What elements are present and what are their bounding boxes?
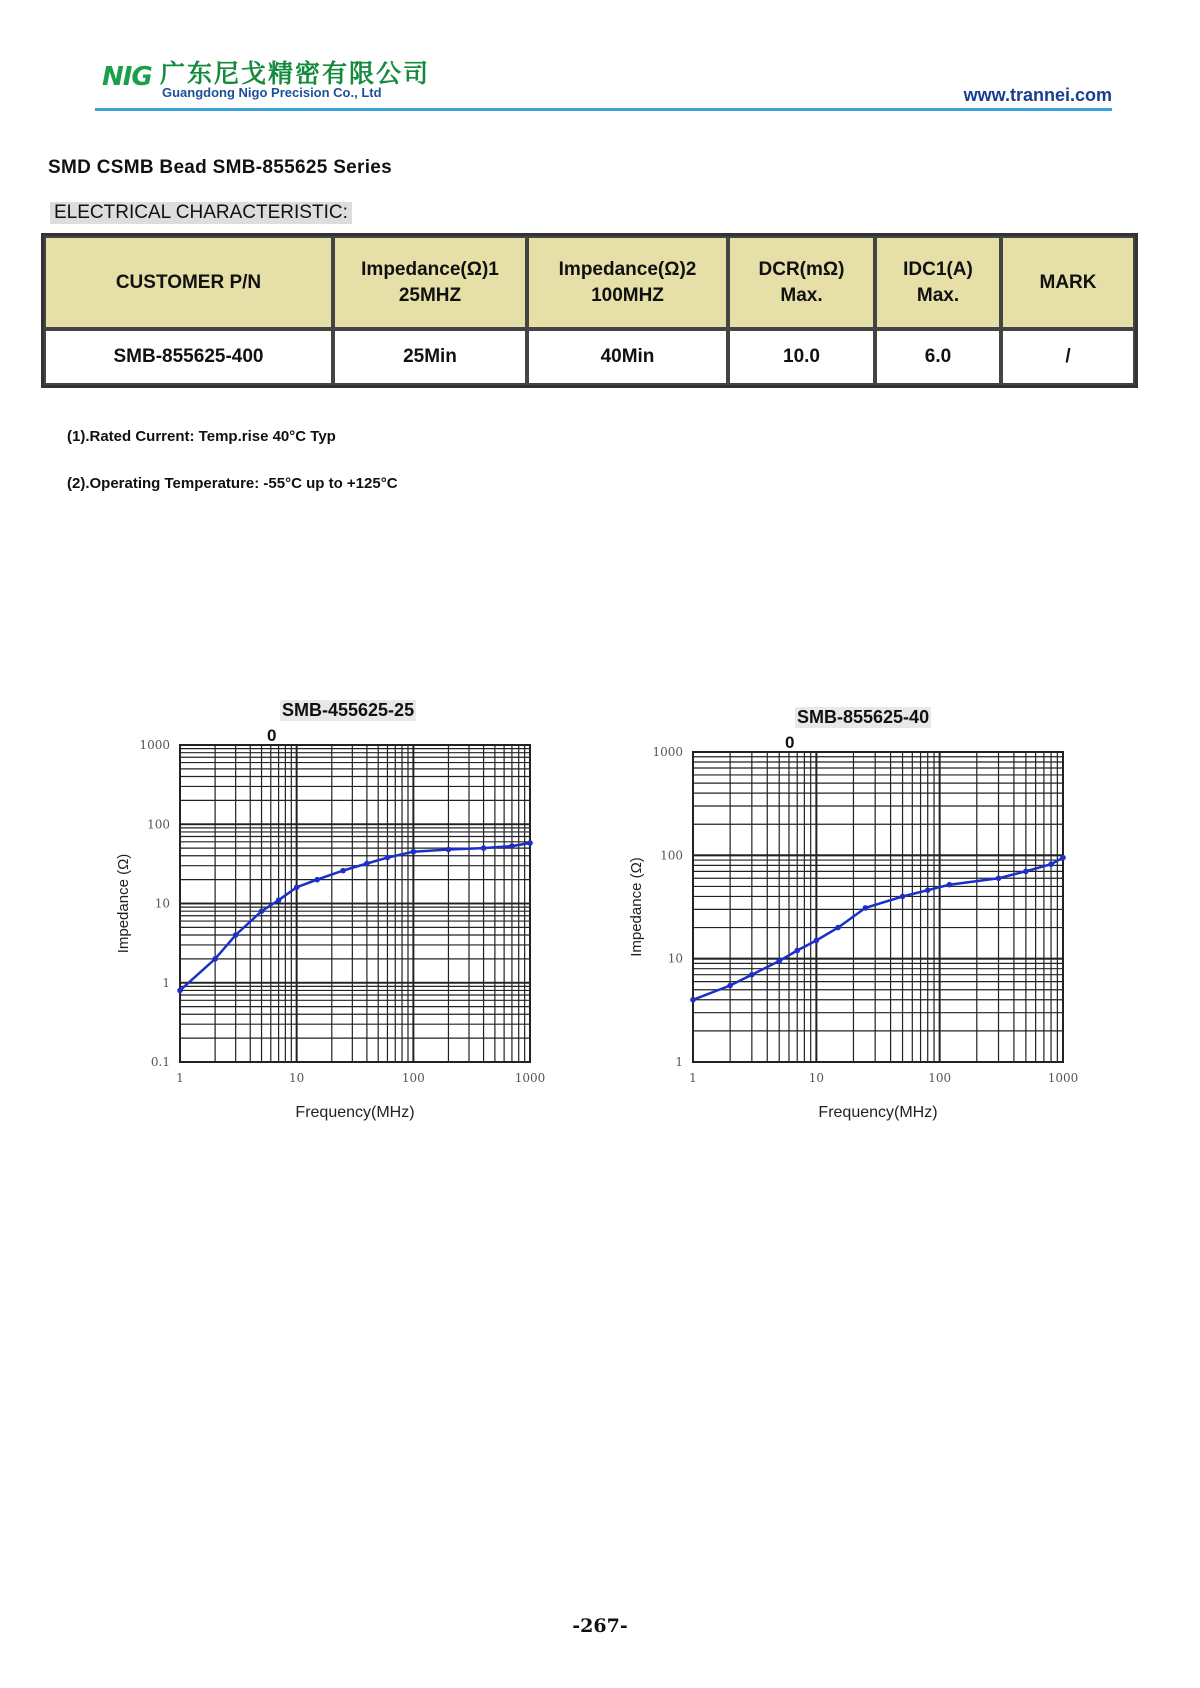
y-tick-label: 10 — [667, 951, 683, 966]
data-point — [481, 845, 487, 851]
cell-mark: / — [1001, 329, 1135, 385]
data-point — [996, 875, 1002, 881]
data-point — [385, 855, 391, 861]
data-point — [527, 840, 533, 846]
x-tick-label: 1000 — [1047, 1071, 1079, 1085]
note-rated-current: (1).Rated Current: Temp.rise 40°C Typ — [67, 428, 336, 445]
plot-area — [693, 752, 1063, 1062]
data-point — [749, 972, 755, 978]
page-number: -267- — [572, 1615, 628, 1637]
data-point — [446, 847, 452, 853]
chart-2-title: SMB-855625-40 — [797, 707, 930, 727]
chart-1-svg — [100, 700, 570, 1140]
data-point — [276, 897, 282, 903]
x-tick-label: 10 — [289, 1071, 305, 1085]
y-tick-label: 10 — [154, 896, 170, 911]
data-point — [814, 938, 820, 944]
data-point — [411, 849, 417, 855]
company-name-en: Guangdong Nigo Precision Co., Ltd — [162, 85, 382, 100]
cell-idc: 6.0 — [875, 329, 1001, 385]
x-tick-label: 1 — [176, 1071, 184, 1085]
data-point — [509, 843, 515, 849]
chart-1-title-suffix: 0 — [267, 726, 277, 745]
series-title: SMD CSMB Bead SMB-855625 Series — [48, 157, 393, 178]
y-tick-label: 100 — [147, 817, 170, 832]
data-point — [863, 905, 869, 911]
header-customer-pn: CUSTOMER P/N — [44, 236, 333, 329]
data-point — [947, 882, 953, 888]
data-point — [1060, 855, 1066, 861]
cell-impedance-2: 40Min — [527, 329, 728, 385]
y-axis-label: Impedance (Ω) — [115, 853, 132, 954]
data-point — [900, 894, 906, 900]
electrical-title: ELECTRICAL CHARACTERISTIC: — [50, 202, 352, 224]
y-tick-label: 0.1 — [150, 1055, 170, 1069]
data-point — [835, 925, 841, 931]
x-axis-label: Frequency(MHz) — [818, 1104, 938, 1121]
header-idc: IDC1(A) Max. — [875, 236, 1001, 329]
spec-table — [41, 233, 1138, 388]
header-mark: MARK — [1001, 236, 1135, 329]
data-point — [776, 958, 782, 964]
data-point — [1048, 861, 1054, 867]
y-tick-label: 1000 — [139, 738, 170, 752]
x-tick-label: 1 — [689, 1071, 697, 1085]
x-tick-label: 1000 — [514, 1071, 546, 1085]
chart-1-title: SMB-455625-25 — [282, 700, 415, 720]
x-tick-label: 10 — [808, 1071, 824, 1085]
table-header-row — [44, 236, 1135, 329]
data-point — [727, 983, 733, 989]
cell-dcr: 10.0 — [728, 329, 875, 385]
impedance-chart-2 — [615, 707, 1085, 1147]
data-point — [314, 877, 320, 883]
data-point — [925, 887, 931, 893]
data-point — [294, 885, 300, 891]
x-tick-label: 100 — [928, 1071, 952, 1085]
chart-2-svg — [615, 707, 1085, 1147]
data-point — [233, 932, 239, 938]
header-dcr: DCR(mΩ) Max. — [728, 236, 875, 329]
data-point — [1023, 869, 1029, 875]
header-impedance-2: Impedance(Ω)2 100MHZ — [527, 236, 728, 329]
y-tick-label: 1 — [162, 975, 170, 990]
y-tick-label: 100 — [660, 848, 683, 863]
website-link[interactable]: www.trannei.com — [963, 85, 1112, 105]
header-impedance-1: Impedance(Ω)1 25MHZ — [333, 236, 527, 329]
y-tick-label: 1 — [675, 1055, 683, 1069]
data-point — [340, 868, 346, 874]
data-point — [794, 948, 800, 954]
cell-impedance-1: 25Min — [333, 329, 527, 385]
header-divider — [95, 108, 1112, 111]
x-axis-label: Frequency(MHz) — [295, 1104, 415, 1121]
data-point — [177, 988, 183, 994]
company-name-cn: 广东尼戈精密有限公司 — [160, 59, 431, 88]
data-point — [259, 908, 265, 914]
y-axis-label: Impedance (Ω) — [628, 857, 645, 957]
table-row — [44, 329, 1135, 385]
note-operating-temperature: (2).Operating Temperature: -55°C up to +125°C — [67, 475, 398, 492]
y-tick-label: 1000 — [652, 745, 683, 759]
company-logo — [102, 62, 152, 92]
chart-2-title-suffix: 0 — [785, 733, 795, 752]
logo-text: NIG — [102, 62, 152, 92]
data-point — [364, 861, 370, 867]
data-point — [690, 997, 696, 1003]
cell-customer-pn: SMB-855625-400 — [44, 329, 333, 385]
impedance-chart-1 — [100, 700, 570, 1140]
data-point — [212, 956, 218, 962]
x-tick-label: 100 — [401, 1071, 425, 1085]
